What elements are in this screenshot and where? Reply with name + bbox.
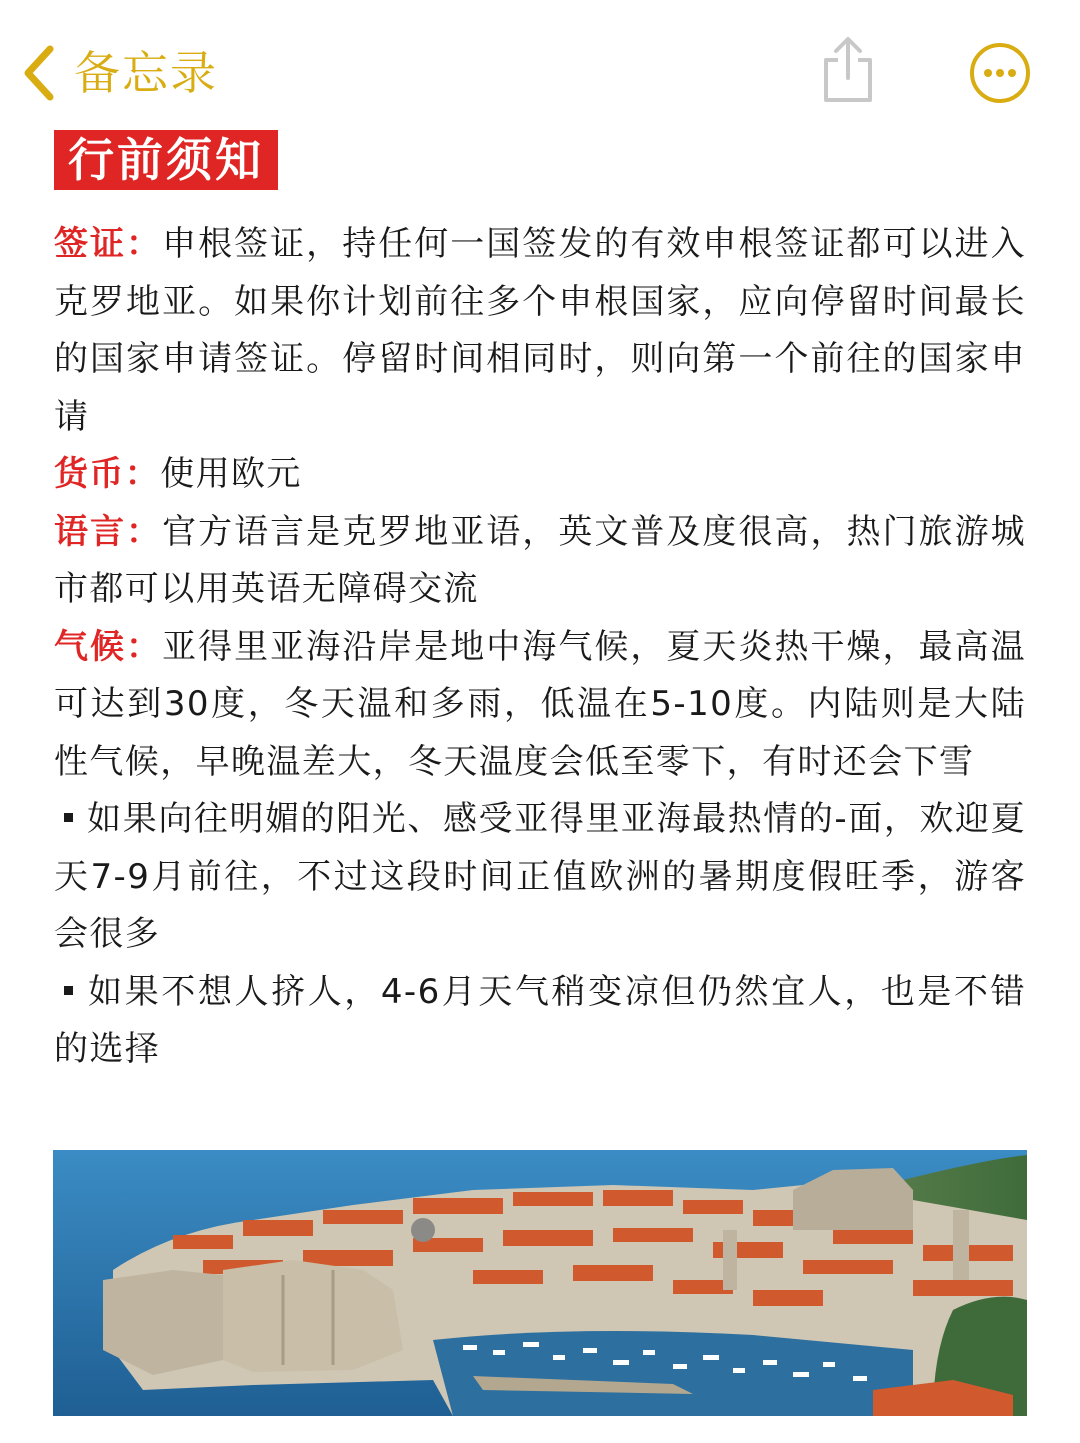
item-text: 官方语言是克罗地亚语，英文普及度很高，热门旅游城市都可以用英语无障碍交流 (54, 511, 1026, 609)
item-text: 使用欧元 (160, 454, 302, 494)
share-icon (818, 34, 878, 104)
item-language (54, 504, 1026, 619)
nav-bar (0, 0, 1080, 130)
bullet-icon (64, 986, 73, 995)
item-visa (54, 216, 1026, 446)
back-button[interactable] (20, 38, 218, 108)
bullet-item (54, 964, 1026, 1079)
bullet-text: 如果不想人挤人，4-6月天气稍变凉但仍然宜人，也是不错的选择 (54, 971, 1026, 1069)
section-title: 行前须知 (54, 130, 278, 190)
item-key: 语言： (54, 511, 163, 552)
bullet-icon (64, 813, 73, 822)
bullet-text: 如果向往明媚的阳光、感受亚得里亚海最热情的-面，欢迎夏天7-9月前往，不过这段时间正值欧洲的暑期度假旺季，游客会很多 (54, 799, 1026, 954)
item-text: 申根签证，持任何一国签发的有效申根签证都可以进入克罗地亚。如果你计划前往多个申根国家，应向停留时间最长的国家申请签证。停留时间相同时，则向第一个前往的国家申请 (54, 224, 1026, 437)
item-key: 货币： (54, 454, 161, 494)
item-text: 亚得里亚海沿岸是地中海气候，夏天炎热干燥，最高温可达到30度，冬天温和多雨，低温在5-10度。内陆则是大陆性气候，早晚温差大，冬天温度会低至零下，有时还会下雪 (54, 626, 1026, 782)
back-label: 备忘录 (74, 46, 218, 100)
bullet-item (54, 791, 1026, 964)
note-text (54, 216, 1026, 1079)
item-currency (54, 446, 1026, 504)
share-button[interactable] (818, 34, 878, 104)
chevron-left-icon (20, 45, 56, 101)
note-body[interactable] (54, 130, 1026, 1079)
item-key: 签证： (54, 224, 163, 264)
more-icon (968, 41, 1032, 105)
item-key: 气候： (54, 626, 163, 667)
old-town-harbor-image (53, 1150, 1027, 1416)
item-climate (54, 619, 1026, 792)
dubrovnik-photo[interactable] (53, 1150, 1027, 1416)
more-button[interactable] (968, 41, 1032, 105)
